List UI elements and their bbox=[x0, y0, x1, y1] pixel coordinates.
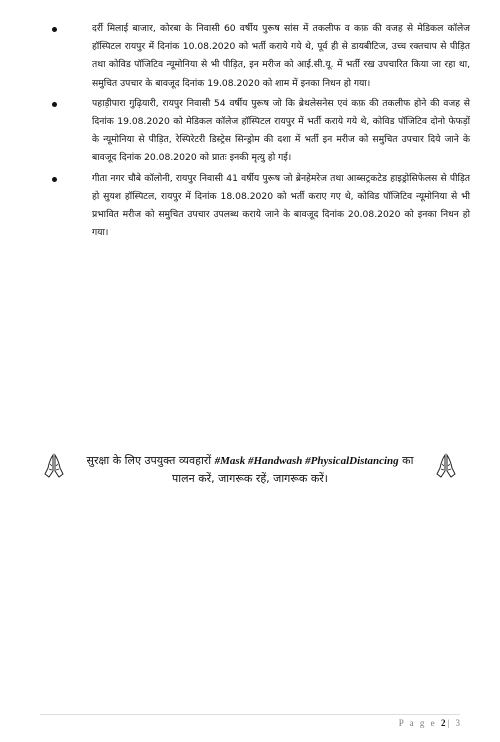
bullet-icon bbox=[52, 27, 57, 32]
slogan-prefix: सुरक्षा के लिए उपयुक्त व्यवहारों bbox=[86, 454, 212, 467]
case-text: दर्री मिलाई बाजार, कोरबा के निवासी 60 वर्षीय पुरूष सांस में तकलीफ व कफ़ की वजह से मेडिकल कॉलेज हॉस्पिटल रायपुर में दिनांक 10.08.2020 को भर्ती कराये गये थे, पूर्व ही से डायबीटिज, उच्च रक्तचाप से पीड़ित तथा कोविड पॉजिटिव न्यूमोनिया से भी पीड़ित, इन मरीज को आई.सी.यू. में भर्ती रख उपचारित किया जा रहा था, समुचित उपचार के बावजूद दिनांक 19.08.2020 को शाम में इनका निधन हो गया। bbox=[92, 23, 470, 89]
footer-divider bbox=[40, 714, 460, 715]
case-item bbox=[52, 20, 470, 93]
folded-hands-icon bbox=[40, 452, 68, 480]
page-number bbox=[399, 718, 462, 728]
bullet-icon bbox=[52, 102, 57, 107]
case-item bbox=[52, 170, 470, 243]
page-current: 2 bbox=[440, 718, 448, 728]
bullet-icon bbox=[52, 177, 57, 182]
page-label: P a g e bbox=[398, 718, 437, 728]
folded-hands-icon bbox=[432, 452, 460, 480]
page-total: 3 bbox=[455, 718, 462, 728]
case-item bbox=[52, 95, 470, 168]
case-text: पहाड़ीपारा गुढ़ियारी, रायपुर निवासी 54 वर्षीय पुरूष जो कि ब्रेथलेसनेस एवं कफ़ की तकलीफ होने की वजह से दिनांक 19.08.2020 को मेडिकल कॉलेज हॉस्पिटल रायपुर में भर्ती कराये गये थे, कोविड पॉजिटिव दोनो फेफड़ों के न्यूमोनिया से पीड़ित, रेस्पिरेटरी डिस्ट्रेस सिन्ड्रोम की दशा में भर्ती इन मरीज को समुचित उपचार दिये जाने के बावजूद दिनांक 20.08.2020 को प्रातः इनकी मृत्यु हो गई। bbox=[92, 97, 470, 164]
safety-slogan bbox=[40, 452, 460, 492]
case-list bbox=[52, 20, 470, 244]
slogan-hashtags: #Mask #Handwash #PhysicalDistancing bbox=[214, 455, 399, 467]
case-text: गीता नगर चौबे कॉलोनी, रायपुर निवासी 41 वर्षीय पुरूष जो ब्रेनहेमरेज तथा आब्सट्रकटेड हाइड्रोसिफेलस से पीड़ित हो सुयश हॉस्पिटल, रायपुर में दिनांक 18.08.2020 को भर्ती कराए गए थे, कोविड पॉजिटिव न्यूमोनिया से भी प्रभावित मरीज को समुचित उपचार उपलब्ध कराये जाने के बावजूद दिनांक 20.08.2020 को इनका निधन हो गया। bbox=[92, 172, 470, 239]
page-separator: | bbox=[447, 718, 452, 728]
slogan-text bbox=[76, 452, 424, 488]
slogan-suffix: का पालन करें, जागरूक रहें, जागरूक करें। bbox=[172, 454, 414, 485]
